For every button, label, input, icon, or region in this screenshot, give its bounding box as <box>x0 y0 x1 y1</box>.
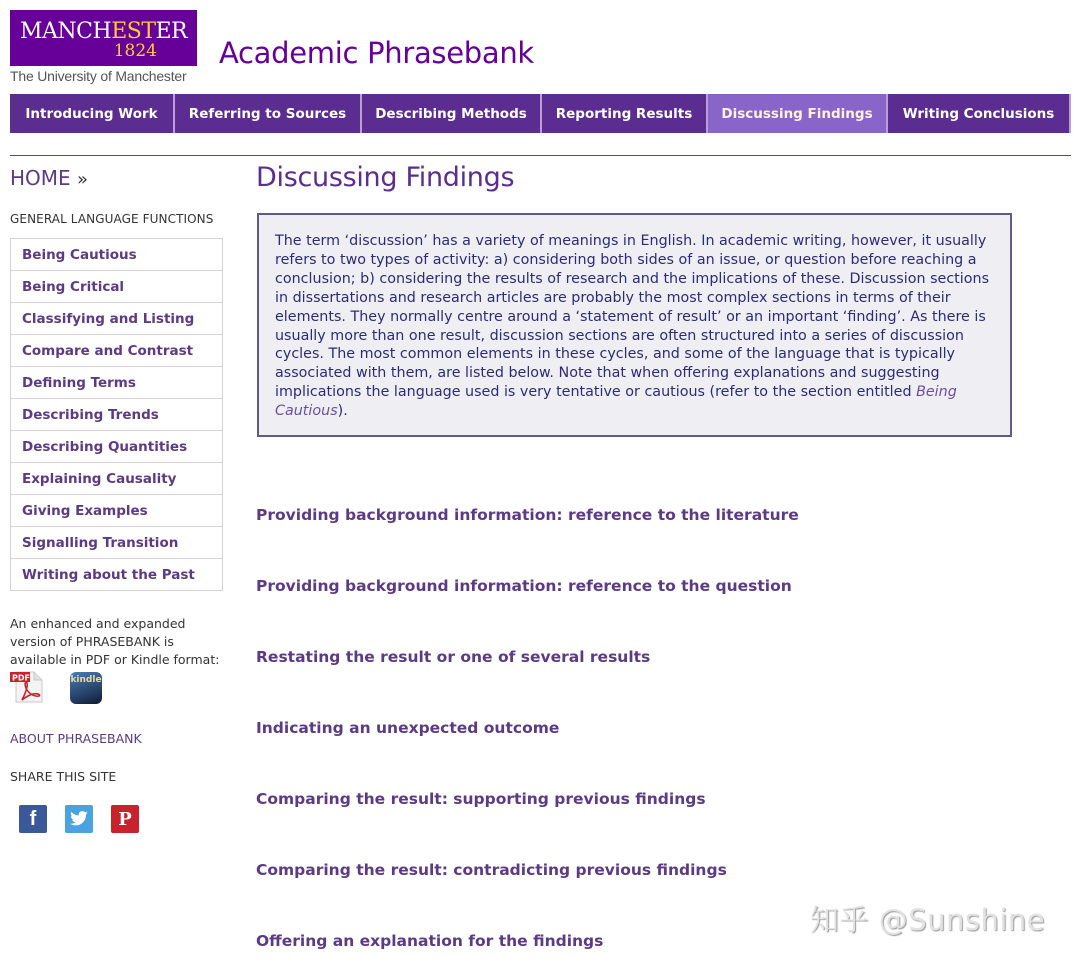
sidebar-item-classifying-and-listing[interactable]: Classifying and Listing <box>11 303 222 335</box>
home-link[interactable] <box>10 166 88 190</box>
page-title: Discussing Findings <box>256 162 515 193</box>
sidebar-item-writing-about-the-past[interactable]: Writing about the Past <box>11 559 222 591</box>
intro-box <box>257 213 1012 437</box>
nav-tab-label: Reporting Results <box>555 105 693 122</box>
nav-tab-introducing-work[interactable] <box>10 94 175 133</box>
logo-wordmark <box>20 19 187 45</box>
sidebar-heading: GENERAL LANGUAGE FUNCTIONS <box>10 212 214 226</box>
sidebar-item-defining-terms[interactable]: Defining Terms <box>11 367 222 399</box>
svg-text:PDF: PDF <box>12 673 30 683</box>
section-link-unexpected-outcome[interactable]: Indicating an unexpected outcome <box>256 719 560 737</box>
section-link-offering-explanation[interactable]: Offering an explanation for the findings <box>256 932 604 950</box>
intro-text-end: ). <box>337 403 348 420</box>
sidebar-menu <box>10 238 223 591</box>
facebook-icon[interactable]: f <box>19 805 47 833</box>
section-link-restating-result[interactable]: Restating the result or one of several results <box>256 648 651 666</box>
pdf-icon[interactable] <box>10 670 46 704</box>
sidebar-item-signalling-transition[interactable]: Signalling Transition <box>11 527 222 559</box>
sidebar-item-giving-examples[interactable]: Giving Examples <box>11 495 222 527</box>
being-cautious-link[interactable]: Being Cautious <box>275 384 957 420</box>
share-heading: SHARE THIS SITE <box>10 769 117 784</box>
nav-tab-describing-methods[interactable] <box>362 94 542 133</box>
nav-tab-reporting-results[interactable] <box>542 94 708 133</box>
section-link-contradicting-findings[interactable]: Comparing the result: contradicting previous findings <box>256 861 727 879</box>
section-link-background-question[interactable]: Providing background information: reference to the question <box>256 577 792 595</box>
section-list <box>256 505 1056 963</box>
section-link-supporting-findings[interactable]: Comparing the result: supporting previous findings <box>256 790 706 808</box>
nav-tab-label: Describing Methods <box>375 105 527 122</box>
nav-tab-label: Introducing Work <box>25 105 158 122</box>
about-phrasebank-link[interactable]: ABOUT PHRASEBANK <box>10 731 142 746</box>
sidebar-item-describing-quantities[interactable]: Describing Quantities <box>11 431 222 463</box>
social-share-buttons <box>19 805 139 833</box>
site-title[interactable]: Academic Phrasebank <box>219 36 534 70</box>
nav-tab-label: Writing Conclusions <box>902 105 1055 122</box>
nav-tab-label: Referring to Sources <box>188 105 347 122</box>
intro-text: The term ‘discussion’ has a variety of meanings in English. In academic writing, however, it usually refers to two types of activity: a) considering both sides of an issue, or question before reaching a conclusion; b) considering the results of research and the implications of these. Discussion sections in dissertations and research articles are probably the most complex sections in terms of their elements. They normally centre around a ‘statement of result’ or an important ‘finding’. As there is usually more than one result, discussion sections are often structured into a series of discussion cycles. The most common elements in these cycles, and some of the language that is typically associated with them, are listed below. Note that when offering explanations and suggesting implications the language used is very tentative or cautious (refer to the section entitled <box>275 233 990 401</box>
logo-year: 1824 <box>113 41 157 61</box>
sidebar-item-describing-trends[interactable]: Describing Trends <box>11 399 222 431</box>
logo-box <box>10 10 197 66</box>
sidebar-item-compare-and-contrast[interactable]: Compare and Contrast <box>11 335 222 367</box>
pinterest-icon[interactable]: P <box>111 805 139 833</box>
main-nav <box>10 94 1071 133</box>
kindle-icon[interactable]: kindle <box>70 672 102 704</box>
logo-word-pre: MANCH <box>20 19 112 44</box>
sidebar-item-being-critical[interactable]: Being Critical <box>11 271 222 303</box>
promo-text: An enhanced and expanded version of PHRASEBANK is available in PDF or Kindle format: <box>10 616 220 667</box>
download-formats <box>10 670 102 704</box>
breadcrumb-chevron-icon: » <box>77 169 89 190</box>
sidebar-item-being-cautious[interactable]: Being Cautious <box>11 239 222 271</box>
logo-word-gold: EST <box>111 19 156 44</box>
section-link-background-literature[interactable]: Providing background information: reference to the literature <box>256 506 799 524</box>
twitter-icon[interactable] <box>65 805 93 833</box>
home-label: HOME <box>10 166 71 190</box>
watermark: 知乎 @Sunshine <box>810 903 1046 937</box>
sidebar-item-explaining-causality[interactable]: Explaining Causality <box>11 463 222 495</box>
university-logo[interactable] <box>10 10 197 86</box>
nav-tab-discussing-findings[interactable] <box>708 94 888 133</box>
header-divider <box>10 155 1071 156</box>
nav-tab-referring-to-sources[interactable] <box>175 94 362 133</box>
logo-word-post: ER <box>155 19 188 44</box>
nav-tab-label: Discussing Findings <box>721 105 873 122</box>
logo-subtitle: The University of Manchester <box>10 68 187 84</box>
nav-tab-writing-conclusions[interactable] <box>888 94 1071 133</box>
